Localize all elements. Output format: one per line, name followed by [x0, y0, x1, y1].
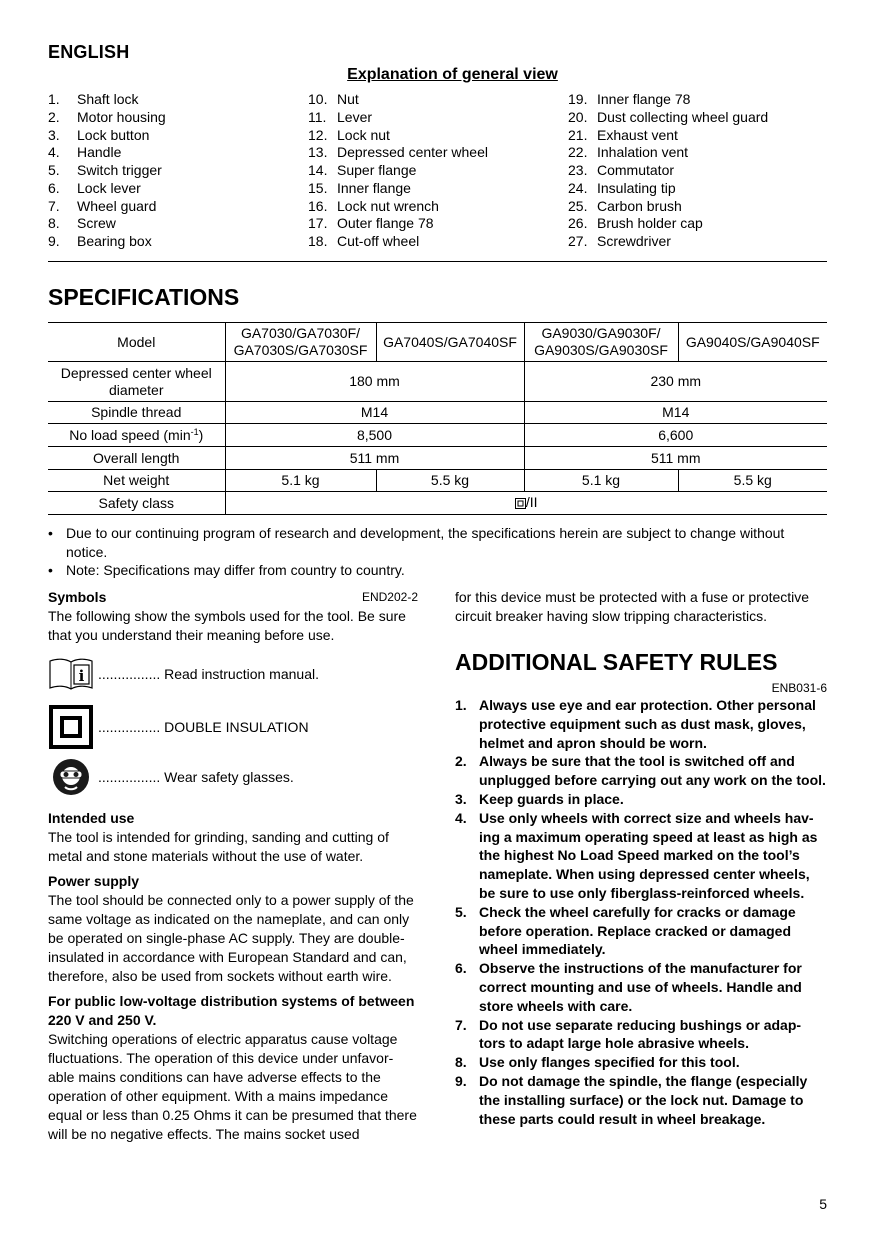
section-divider	[48, 261, 827, 262]
table-cell: 8,500	[225, 424, 524, 447]
list-item: • Due to our continuing program of research and development, the specifications herein are subject to change without notice.	[48, 525, 785, 560]
table-cell: Safety class	[48, 492, 225, 515]
list-item: 6. Lock lever	[48, 179, 141, 196]
list-item: 24. Insulating tip	[568, 179, 676, 196]
table-cell: 6,600	[524, 424, 827, 447]
list-item: • Note: Specifications may differ from country to country.	[48, 562, 405, 578]
symbols-list	[48, 645, 418, 809]
list-item: 5. Check the wheel carefully for cracks or damage before operation. Replace cracked or damaged wheel immediately.	[455, 903, 796, 958]
table-cell: /II	[225, 492, 827, 515]
list-item: 12. Lock nut	[308, 126, 390, 143]
section-code: END202-2	[361, 590, 418, 604]
list-item: 5. Switch trigger	[48, 162, 162, 178]
table-row	[48, 323, 827, 362]
list-item: ................ Wear safety glasses.	[48, 757, 294, 797]
table-header-cell: GA9030/GA9030F/ GA9030S/GA9030SF	[524, 323, 678, 362]
general-view-column-1	[48, 91, 166, 251]
table-cell: Spindle thread	[48, 402, 225, 424]
table-row	[48, 402, 827, 424]
table-row	[48, 362, 827, 402]
list-item: 19. Inner flange 78	[568, 91, 691, 107]
list-item: 20. Dust collecting wheel guard	[568, 108, 769, 125]
book-info-icon	[48, 657, 94, 691]
general-view-column-3	[568, 91, 768, 251]
intended-use-text: The tool is intended for grinding, sanding and cutting of metal and stone materials without the use of water.	[48, 829, 389, 864]
low-voltage-text-continued: for this device must be protected with a fuse or protective circuit breaker having slow tripping characteristics.	[455, 589, 810, 624]
table-row	[48, 424, 827, 447]
list-item: 4. Handle	[48, 144, 122, 161]
table-header-cell: Model	[48, 323, 225, 362]
double-insulation-icon	[48, 705, 94, 749]
list-item: 9. Do not damage the spindle, the flange (especially the installing surface) or the lock nut. Damage to these parts could result in wheel breakage.	[455, 1072, 808, 1127]
left-column	[48, 588, 418, 1144]
list-item: 25. Carbon brush	[568, 197, 682, 214]
table-cell: Net weight	[48, 470, 225, 492]
list-item: 23. Commutator	[568, 162, 675, 178]
power-supply-heading: Power supply	[48, 873, 140, 889]
table-cell: Overall length	[48, 447, 225, 470]
list-item: 21. Exhaust vent	[568, 126, 678, 143]
power-supply-text: The tool should be connected only to a power supply of the same voltage as indicated on the nameplate, and can only be operated on single-phase AC supply. They are double-insulated in accordance with European Standard and can, therefore, also be used from sockets without earth wire.	[48, 892, 414, 984]
right-column	[455, 588, 827, 1128]
list-item: 11. Lever	[308, 108, 373, 125]
list-item: 17. Outer flange 78	[308, 215, 434, 232]
list-item: 22. Inhalation vent	[568, 144, 689, 161]
list-item: 18. Cut-off wheel	[308, 233, 420, 249]
additional-safety-rules-heading: ADDITIONAL SAFETY RULES	[455, 649, 778, 675]
list-item: 3. Keep guards in place.	[455, 790, 624, 807]
symbols-heading: Symbols	[48, 589, 107, 605]
table-cell: 5.5 kg	[376, 470, 524, 492]
list-item: 3. Lock button	[48, 126, 150, 143]
table-header-cell: GA7030/GA7030F/ GA7030S/GA7030SF	[225, 323, 376, 362]
section-code: ENB031-6	[771, 681, 827, 695]
safety-rules-list	[455, 696, 827, 1128]
list-item: 10. Nut	[308, 91, 359, 107]
low-voltage-heading: For public low-voltage distribution systems of between 220 V and 250 V.	[48, 993, 415, 1028]
page-number: 5	[819, 1196, 827, 1212]
table-cell: 511 mm	[524, 447, 827, 470]
table-cell: M14	[524, 402, 827, 424]
table-cell: 5.1 kg	[524, 470, 678, 492]
list-item: 7. Do not use separate reducing bushings or adap-tors to adapt large hole abrasive wheels.	[455, 1016, 802, 1052]
list-item: i ................ Read instruction manual.	[48, 657, 319, 691]
symbols-heading-row	[48, 588, 418, 607]
list-item: 15. Inner flange	[308, 179, 411, 196]
table-cell: No load speed $(\min^{-1})$	[48, 424, 225, 447]
symbols-intro: The following show the symbols used for the tool. Be sure that you understand their meaning before use.	[48, 608, 406, 643]
list-item: 16. Lock nut wrench	[308, 197, 439, 214]
list-item: 9. Bearing box	[48, 233, 152, 249]
list-item: 27. Screwdriver	[568, 233, 671, 249]
specification-notes	[48, 524, 828, 580]
list-item: 4. Use only wheels with correct size and wheels hav-ing a maximum operating speed at least as high as the highest No Load Speed marked on the tool’s nameplate. When using depressed center wheels, be sure to use only fiberglass-reinforced wheels.	[455, 809, 818, 901]
table-cell: 180 mm	[225, 362, 524, 402]
list-item: 26. Brush holder cap	[568, 215, 703, 232]
general-view-title: Explanation of general view	[347, 66, 558, 83]
table-row	[48, 492, 827, 515]
table-row	[48, 447, 827, 470]
list-item: 14. Super flange	[308, 162, 417, 178]
table-header-cell: GA9040S/GA9040SF	[678, 323, 827, 362]
low-voltage-text: Switching operations of electric apparatus cause voltage fluctuations. The operation of this device under unfavor-able mains conditions can have adverse effects to the operation of other equipment. With a mains impedance equal or less than 0.25 Ohms it can be presumed that there will be no negative effects. The mains socket used	[48, 1031, 417, 1142]
table-cell: M14	[225, 402, 524, 424]
list-item: 1. Always use eye and ear protection. Other personal protective equipment such as dust mask, gloves, helmet and apron should be worn.	[455, 697, 816, 751]
list-item: 8. Screw	[48, 215, 116, 232]
intended-use-heading: Intended use	[48, 810, 135, 826]
list-item: 2. Motor housing	[48, 108, 166, 125]
table-cell: Depressed center wheel diameter	[48, 362, 225, 402]
table-cell: 5.5 kg	[678, 470, 827, 492]
table-cell: 230 mm	[524, 362, 827, 402]
list-item: 2. Always be sure that the tool is switched off and unplugged before carrying out any work on the tool.	[455, 753, 826, 789]
table-cell: 5.1 kg	[225, 470, 376, 492]
list-item: 7. Wheel guard	[48, 197, 157, 214]
language-heading: ENGLISH	[48, 42, 130, 62]
general-view-column-2	[308, 91, 488, 251]
table-row	[48, 470, 827, 492]
list-item: ................ DOUBLE INSULATION	[48, 705, 309, 749]
double-insulation-icon	[515, 496, 526, 513]
specifications-table	[48, 322, 827, 515]
list-item: 8. Use only flanges specified for this tool.	[455, 1054, 740, 1071]
list-item: 6. Observe the instructions of the manufacturer for correct mounting and use of wheels. Handle and store wheels with care.	[455, 960, 802, 1014]
list-item: 1. Shaft lock	[48, 91, 139, 107]
list-item: 13. Depressed center wheel	[308, 144, 488, 161]
svg-text:i: i	[78, 667, 85, 685]
table-cell: 511 mm	[225, 447, 524, 470]
table-header-cell: GA7040S/GA7040SF	[376, 323, 524, 362]
safety-glasses-icon	[48, 757, 94, 797]
specifications-heading: SPECIFICATIONS	[48, 284, 240, 310]
